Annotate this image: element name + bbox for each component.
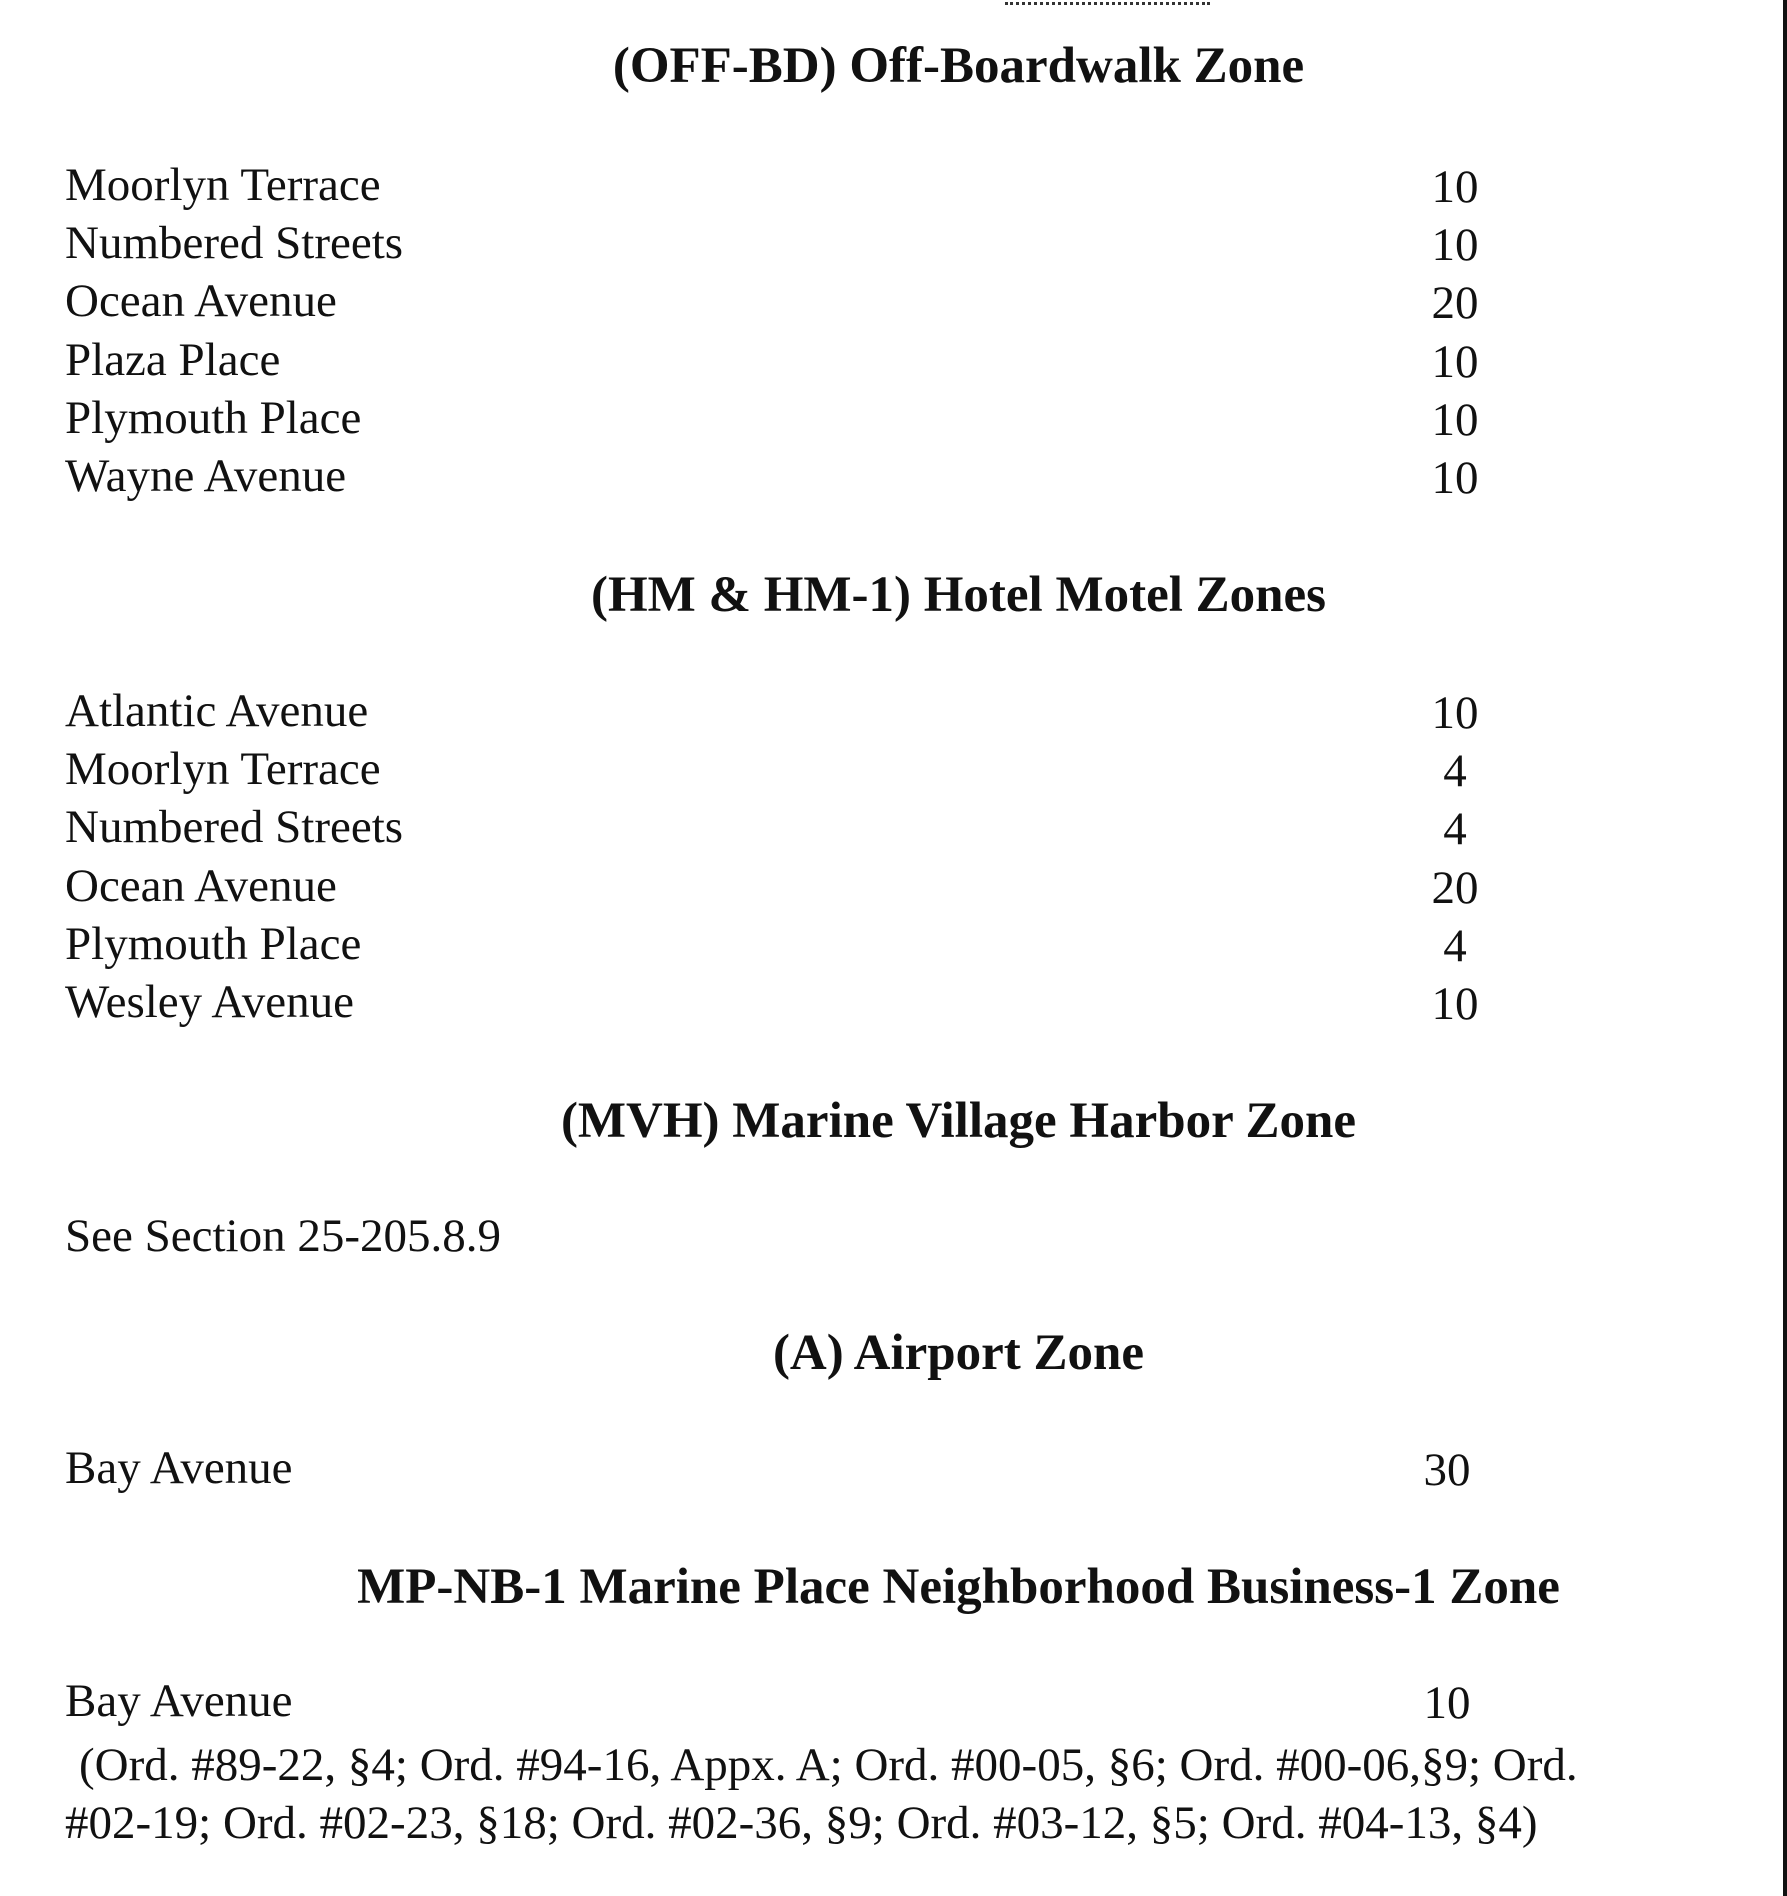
section-heading-airport: (A) Airport Zone: [772, 1325, 1145, 1381]
table-row: [65, 1439, 1471, 1497]
citation-line: #02-19; Ord. #02-23, §18; Ord. #02-36, §9; Ord. #03-12, §5; Ord. #04-13, §4): [65, 1797, 1538, 1849]
street-value: 10: [1431, 219, 1479, 271]
street-name: Wayne Avenue: [65, 450, 347, 502]
street-value: 4: [1443, 920, 1467, 972]
table-row: [65, 389, 1479, 447]
table-row: [65, 331, 1479, 389]
street-value: 10: [1431, 978, 1479, 1030]
street-value: 10: [1431, 452, 1479, 504]
street-name: Plaza Place: [65, 334, 281, 386]
street-value: 4: [1443, 803, 1467, 855]
street-value: 20: [1431, 277, 1479, 329]
section-heading-mvh: (MVH) Marine Village Harbor Zone: [560, 1093, 1357, 1149]
table-row: [65, 915, 1465, 973]
street-value: 4: [1443, 745, 1467, 797]
street-name: Bay Avenue: [65, 1442, 293, 1494]
street-name: Moorlyn Terrace: [65, 159, 381, 211]
section-reference-note: See Section 25-205.8.9: [65, 1210, 501, 1262]
table-row: [65, 857, 1479, 915]
street-value: 20: [1431, 862, 1479, 914]
street-name: Ocean Avenue: [65, 860, 337, 912]
section-heading-mp-nb-1: MP-NB-1 Marine Place Neighborhood Business-1 Zone: [357, 1559, 1560, 1615]
section-heading-off-bd: (OFF-BD) Off-Boardwalk Zone: [612, 38, 1305, 94]
street-name: Ocean Avenue: [65, 275, 337, 327]
street-value: 10: [1431, 336, 1479, 388]
street-value: 10: [1423, 1677, 1471, 1729]
table-row: [65, 973, 1479, 1031]
street-name: Bay Avenue: [65, 1675, 293, 1727]
street-value: 10: [1431, 687, 1479, 739]
table-row: [65, 156, 1479, 214]
street-value: 10: [1431, 394, 1479, 446]
table-row: [65, 447, 1479, 505]
street-name: Wesley Avenue: [65, 976, 354, 1028]
street-value: 10: [1431, 161, 1479, 213]
street-name: Numbered Streets: [65, 801, 404, 853]
ordinance-citation: [65, 1736, 1705, 1852]
table-row: [65, 1672, 1471, 1730]
table-row: [65, 272, 1479, 330]
street-name: Plymouth Place: [65, 918, 362, 970]
table-row: [65, 214, 1479, 272]
citation-line: (Ord. #89-22, §4; Ord. #94-16, Appx. A; Ord. #00-05, §6; Ord. #00-06,§9; Ord.: [79, 1739, 1578, 1791]
table-row: [65, 682, 1479, 740]
street-value: 30: [1423, 1444, 1471, 1496]
cropped-text-fragment: [1005, 0, 1210, 6]
table-row: [65, 798, 1465, 856]
table-row: [65, 740, 1465, 798]
street-name: Plymouth Place: [65, 392, 362, 444]
section-heading-hm: (HM & HM-1) Hotel Motel Zones: [590, 567, 1327, 623]
street-name: Numbered Streets: [65, 217, 404, 269]
street-name: Atlantic Avenue: [65, 685, 369, 737]
street-name: Moorlyn Terrace: [65, 743, 381, 795]
